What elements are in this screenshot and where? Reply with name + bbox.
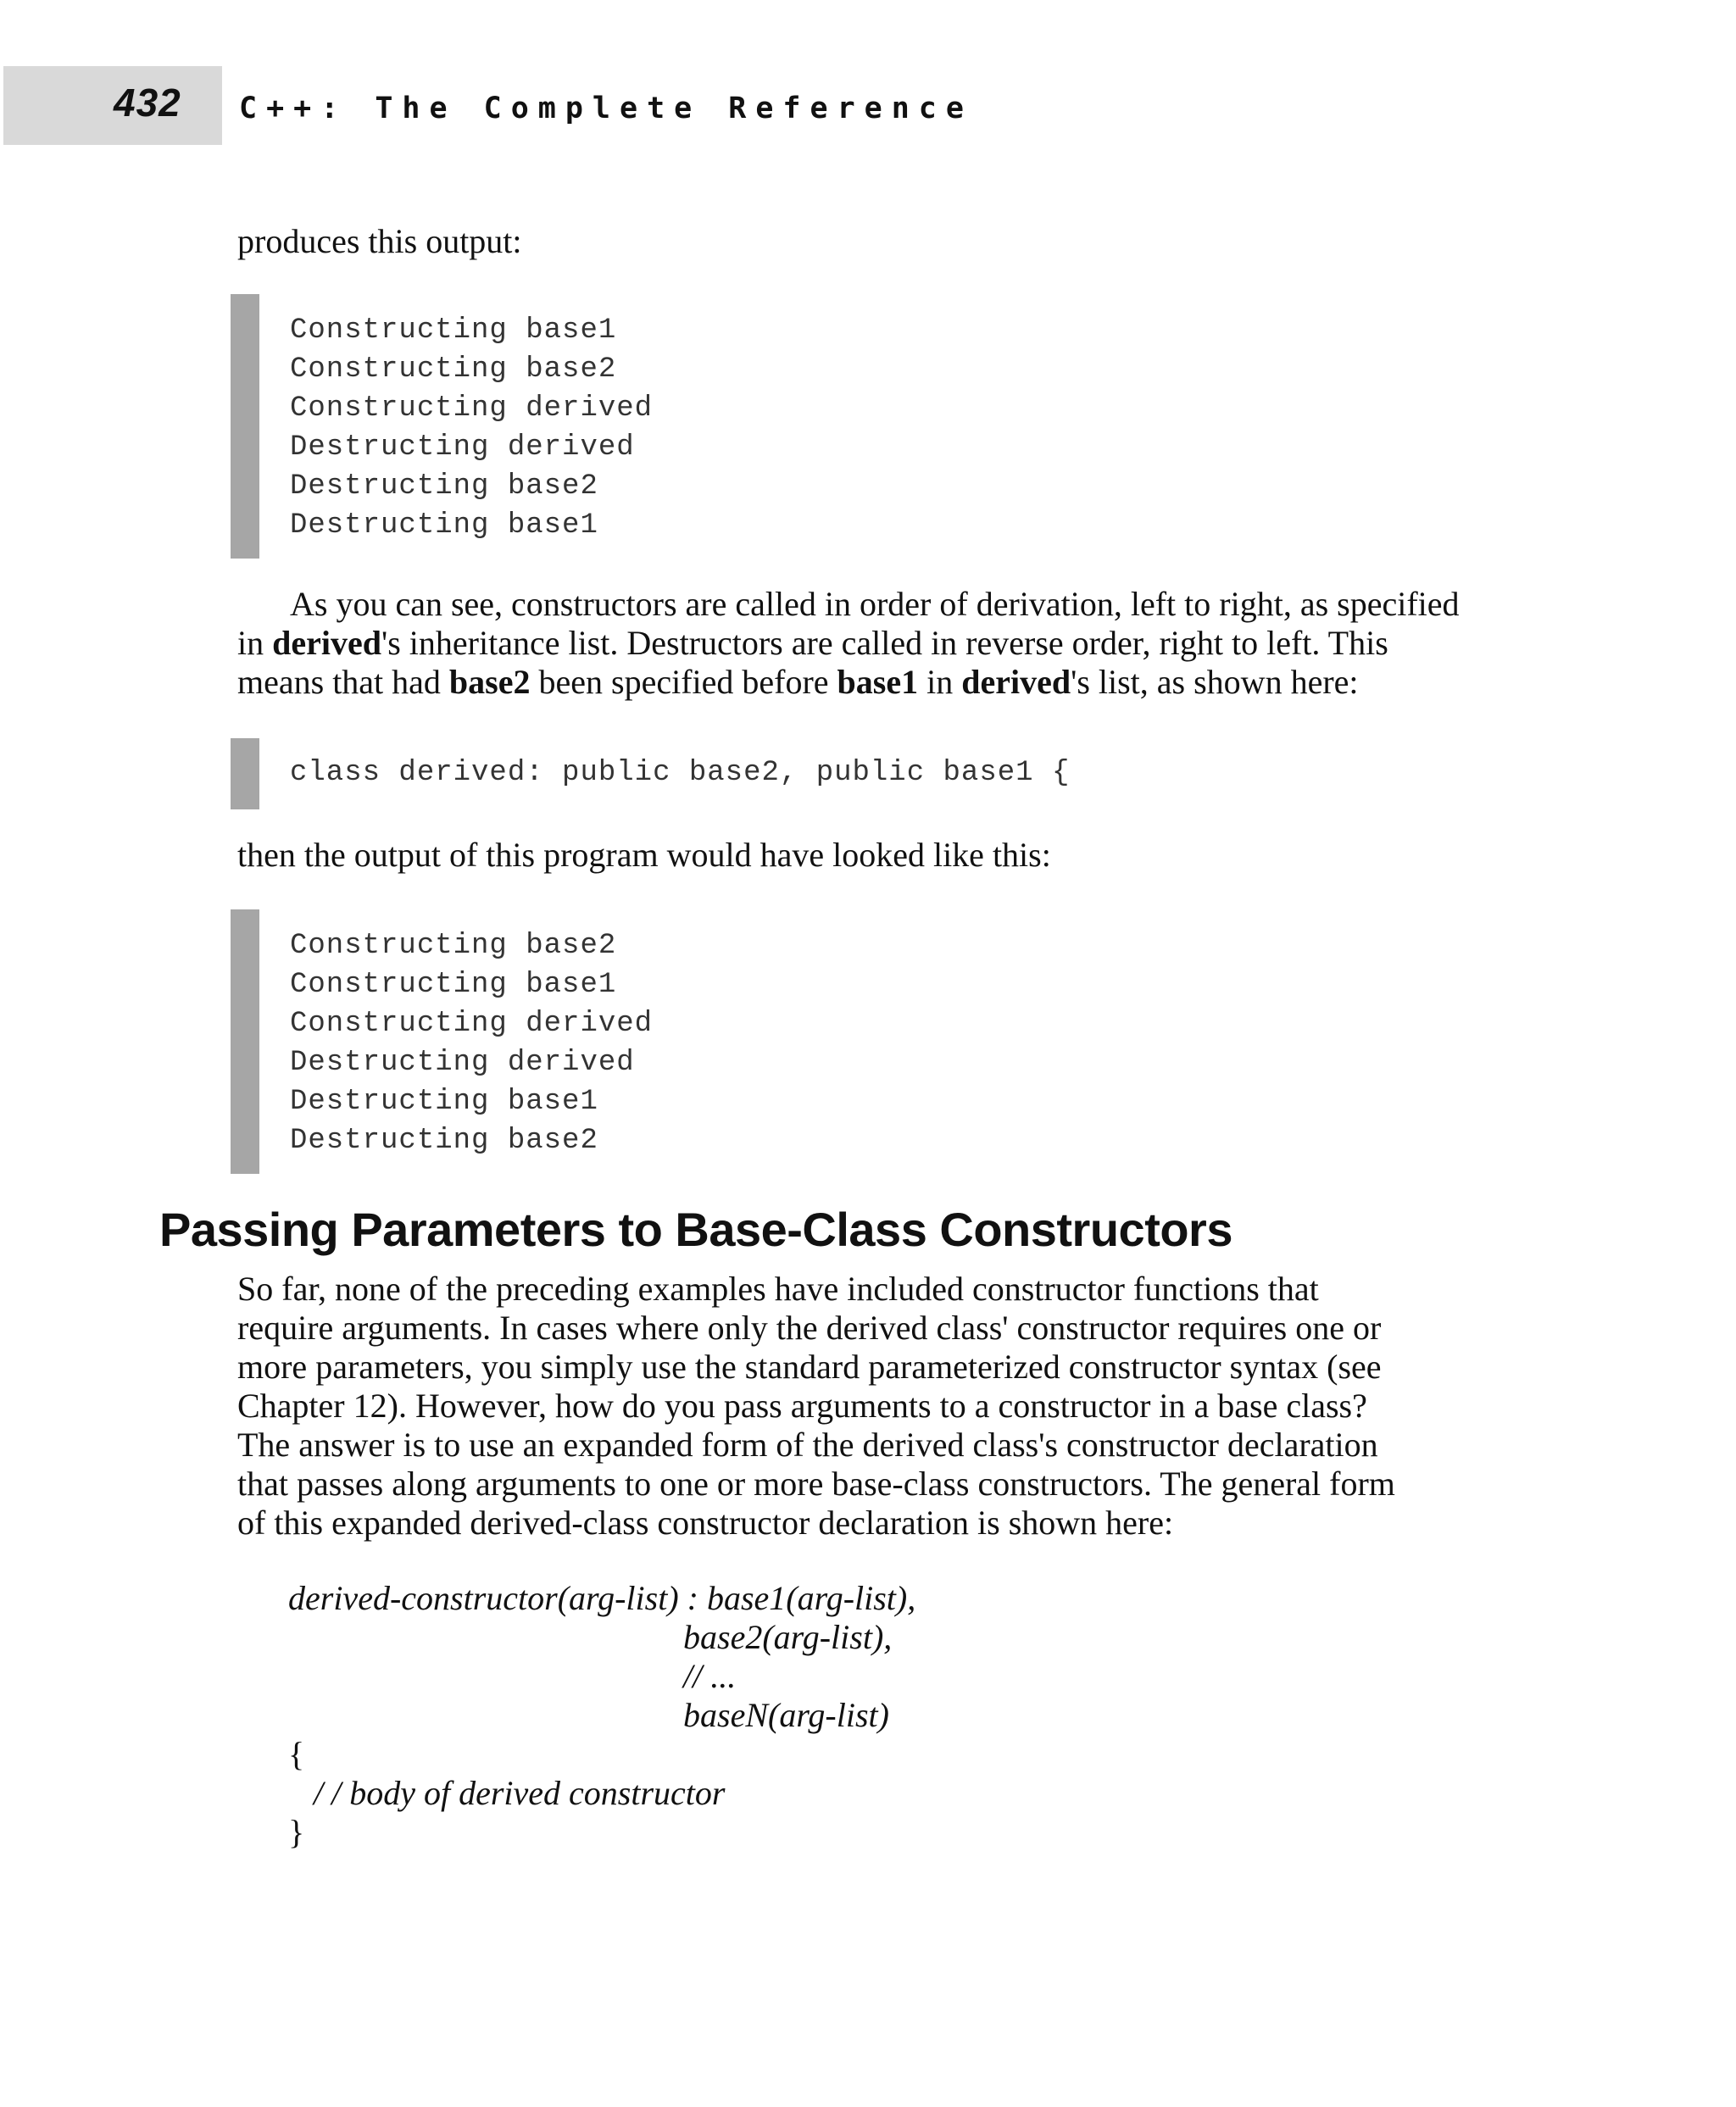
code-bar [231,294,259,559]
paragraph-derivation-order [237,585,1492,702]
syntax-close-brace: } [288,1813,305,1851]
code-declaration-block [231,738,1417,809]
syntax-open-brace: { [288,1735,305,1773]
text-run: been specified before [530,663,837,701]
code-line: Destructing base1 [290,509,598,542]
section-heading: Passing Parameters to Base-Class Constructors [159,1203,1232,1256]
text-run: 's inheritance list. Destructors are called in reverse order, right to left. This [381,624,1388,662]
code-line: Constructing base1 [290,314,617,347]
code-line: Constructing base1 [290,969,617,1001]
code-line: Constructing derived [290,392,654,425]
code-line: Destructing derived [290,1047,635,1079]
bold-term: derived [961,663,1071,701]
paragraph-line: more parameters, you simply use the standard parameterized constructor syntax (see [237,1348,1382,1386]
code-line: Constructing base2 [290,930,617,962]
paragraph-line: Chapter 12). However, how do you pass arguments to a constructor in a base class? [237,1387,1367,1425]
page-number: 432 [114,81,181,125]
code-line: Destructing base2 [290,1125,598,1157]
code-line: Constructing base2 [290,353,617,386]
text-run: in [918,663,962,701]
syntax-line: // ... [683,1657,737,1695]
code-line: Destructing base1 [290,1086,598,1118]
code-bar [231,909,259,1174]
output-block-2 [231,909,1417,1174]
code-line: Destructing derived [290,431,635,464]
syntax-line: baseN(arg-list) [683,1696,889,1734]
code-line: Destructing base2 [290,470,598,503]
paragraph-passing-parameters [237,1270,1492,1543]
bold-term: base1 [837,663,919,701]
syntax-line: base2(arg-list), [683,1618,893,1656]
bold-term: derived [272,624,381,662]
running-title: C++: The Complete Reference [239,92,973,125]
code-line: class derived: public base2, public base1 { [290,757,1071,789]
output-block-1 [231,294,1417,559]
code-bar [231,738,259,809]
then-text: then the output of this program would have looked like this: [237,836,1051,874]
intro-text: produces this output: [237,222,522,260]
page-number-box [3,66,222,145]
paragraph-line: require arguments. In cases where only the derived class' constructor requires one or [237,1309,1382,1347]
paragraph-line [237,663,1492,702]
text-run: means that had [237,663,449,701]
code-line: Constructing derived [290,1008,654,1040]
syntax-body-comment: / / body of derived constructor [314,1774,726,1812]
text-run: in [237,624,273,662]
syntax-line: derived-constructor(arg-list) : base1(arg-list), [288,1579,916,1617]
paragraph-line: So far, none of the preceding examples have included constructor functions that [237,1270,1319,1308]
paragraph-line [237,624,1492,663]
paragraph-line: of this expanded derived-class constructor declaration is shown here: [237,1504,1174,1542]
text-run: 's list, as shown here: [1071,663,1359,701]
paragraph-line: As you can see, constructors are called in order of derivation, left to right, as specified [290,585,1460,623]
bold-term: base2 [448,663,531,701]
paragraph-line: that passes along arguments to one or more base-class constructors. The general form [237,1465,1395,1503]
paragraph-line: The answer is to use an expanded form of the derived class's constructor declaration [237,1426,1378,1464]
